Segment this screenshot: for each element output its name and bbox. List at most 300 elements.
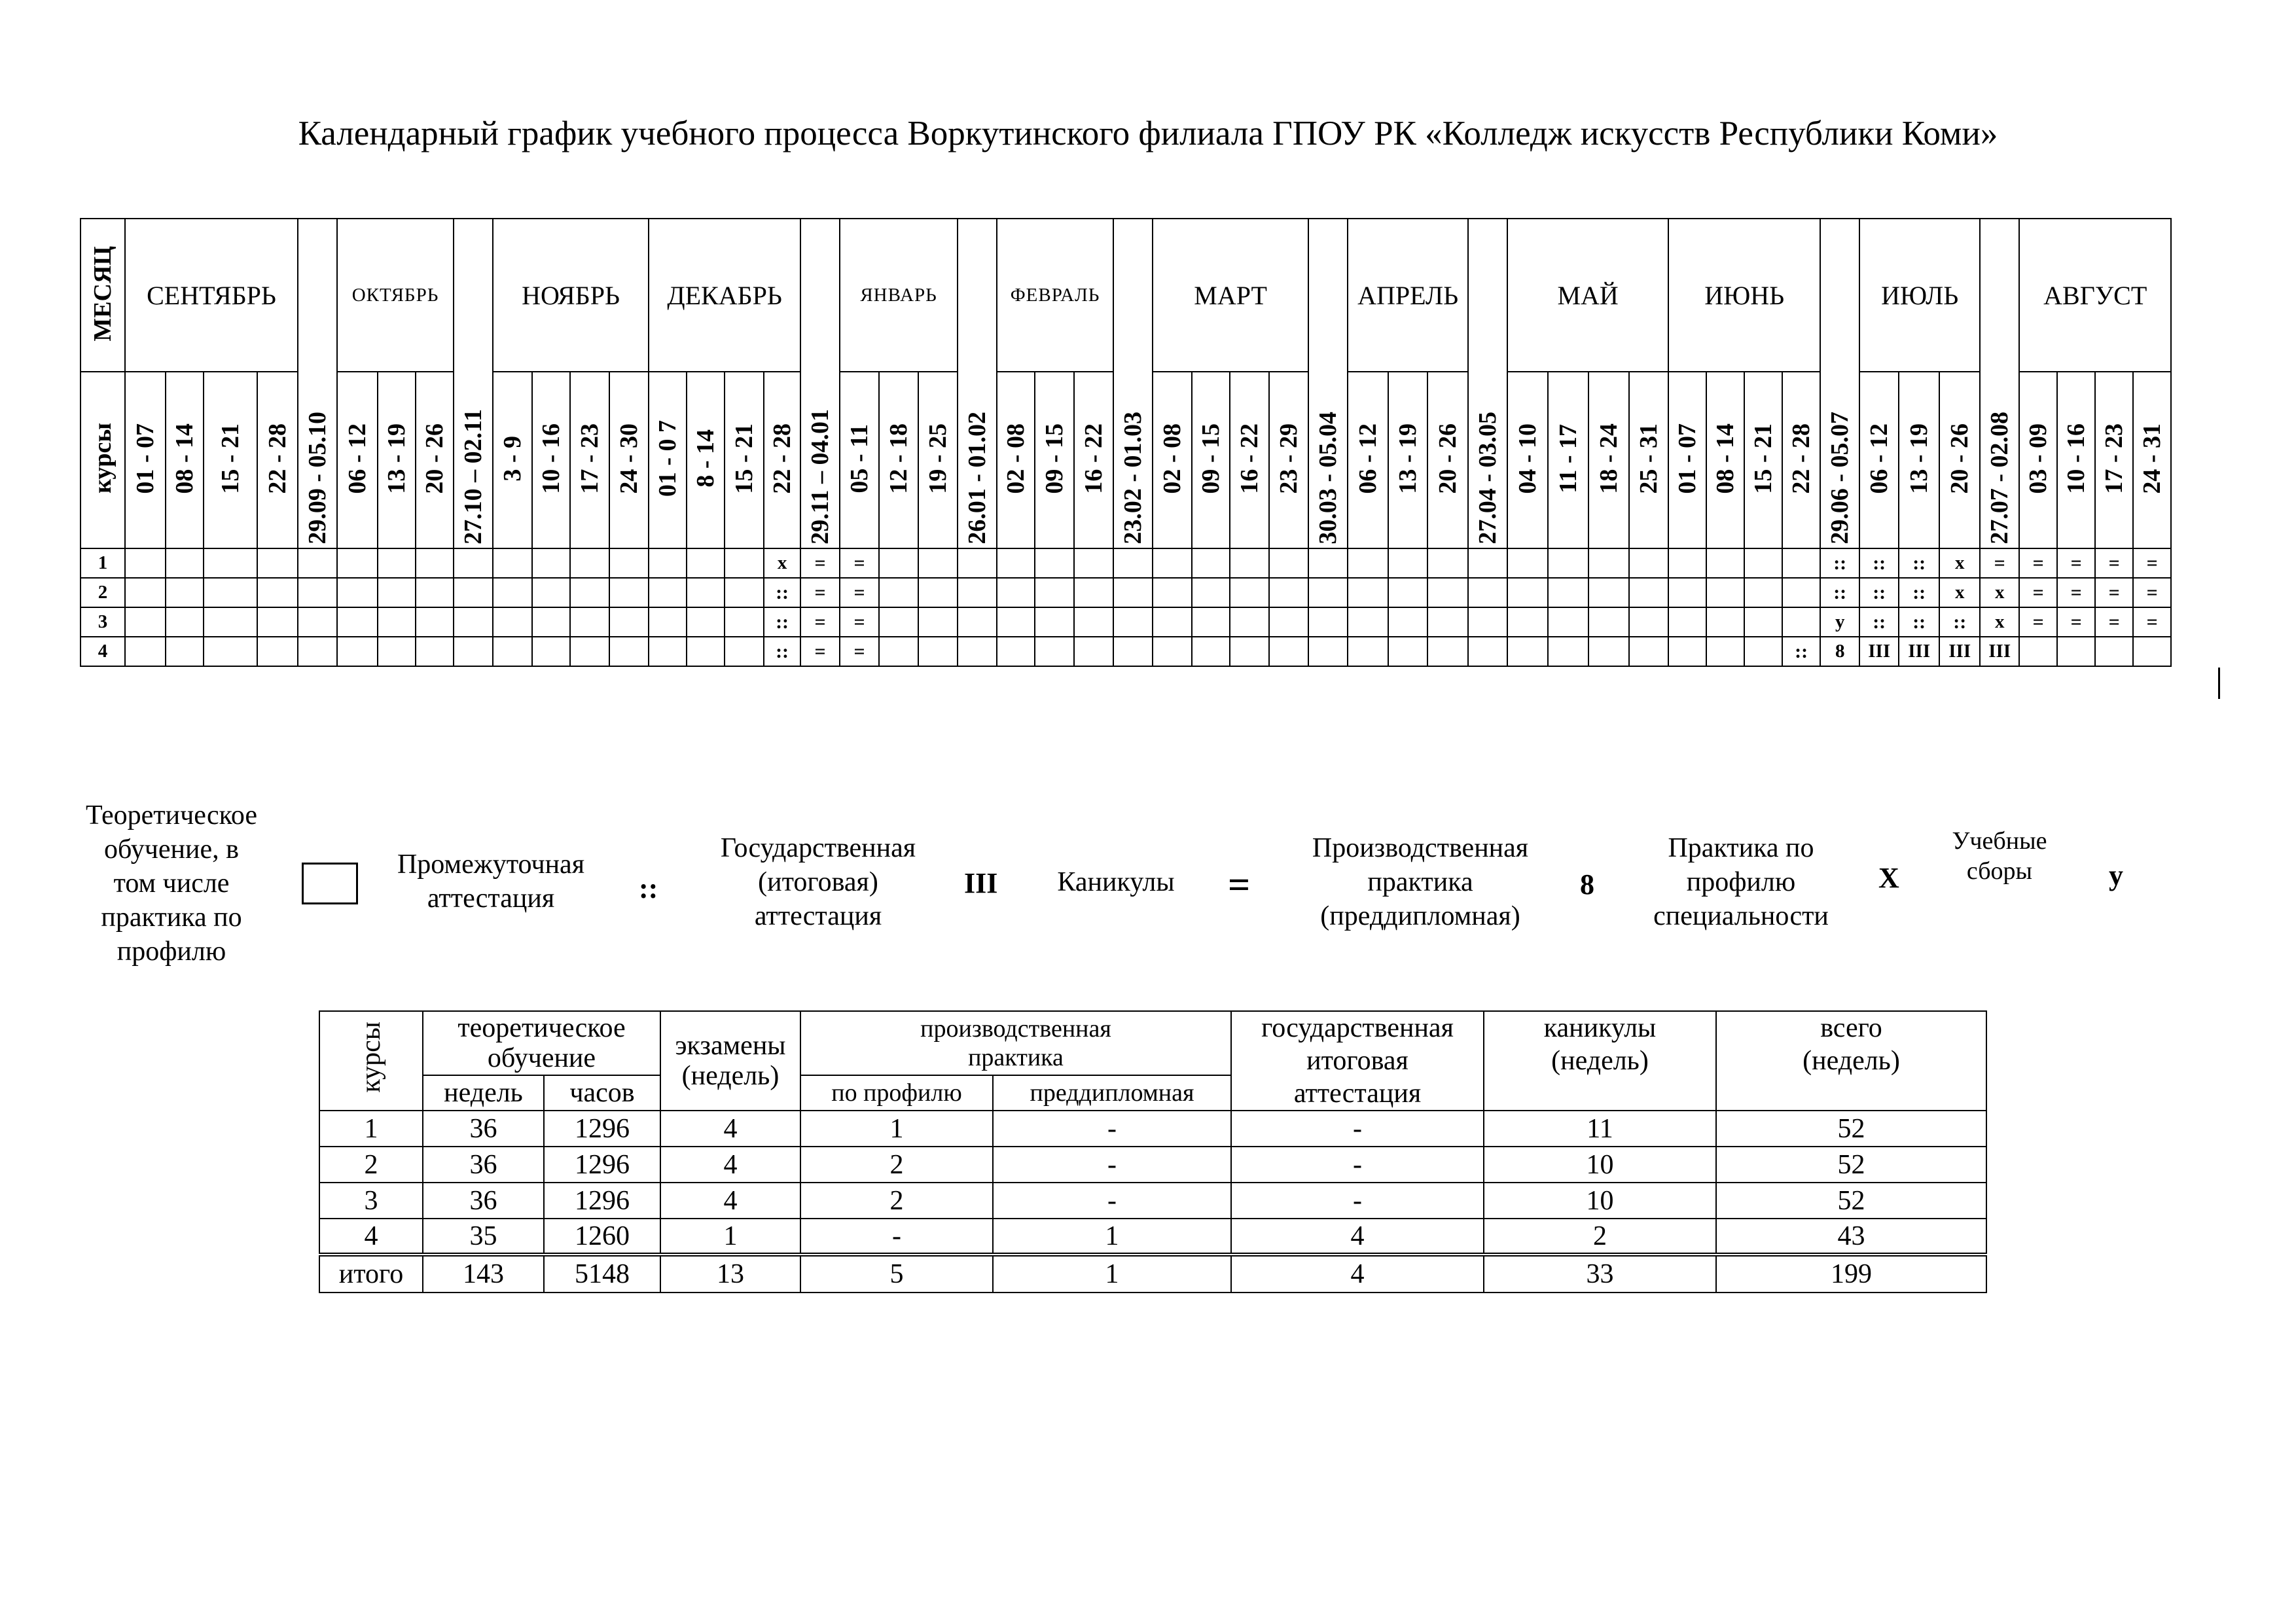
week-range: 17 - 23	[570, 372, 609, 548]
schedule-cell	[1308, 578, 1348, 607]
summary-cell: 2	[319, 1147, 423, 1183]
schedule-cell	[1668, 607, 1706, 637]
week-range: 20 - 26	[416, 372, 454, 548]
schedule-cell	[1153, 578, 1192, 607]
schedule-cell	[1113, 607, 1153, 637]
schedule-cell	[1269, 637, 1308, 666]
week-range: 12 - 18	[879, 372, 918, 548]
schedule-cell: =	[800, 637, 840, 666]
schedule-cell	[1706, 607, 1744, 637]
summary-cell: 52	[1716, 1183, 1986, 1219]
summary-row	[319, 1219, 1986, 1255]
summary-cell: 1	[993, 1219, 1231, 1255]
course-row	[81, 607, 2171, 637]
month-name: АВГУСТ	[2019, 219, 2171, 372]
schedule-table	[80, 218, 2172, 667]
schedule-cell	[166, 548, 204, 578]
summary-cell: 2	[800, 1183, 993, 1219]
week-range: 05 - 11	[840, 372, 879, 548]
schedule-cell	[879, 607, 918, 637]
summary-cell: 36	[423, 1147, 544, 1183]
schedule-cell	[1308, 637, 1348, 666]
summary-cell: 52	[1716, 1111, 1986, 1147]
schedule-cell	[2133, 637, 2171, 666]
week-range: 15 - 21	[725, 372, 764, 548]
schedule-cell	[570, 607, 609, 637]
legend-label-interim: Промежуточная аттестация	[397, 849, 585, 914]
schedule-cell	[2095, 637, 2133, 666]
week-range: 17 - 23	[2095, 372, 2133, 548]
schedule-cell: ::	[1820, 548, 1859, 578]
schedule-cell: =	[800, 548, 840, 578]
schedule-cell	[257, 607, 298, 637]
schedule-cell	[1192, 637, 1230, 666]
schedule-cell	[1427, 578, 1468, 607]
schedule-cell	[1113, 578, 1153, 607]
schedule-cell	[532, 578, 570, 607]
summary-cell: 35	[423, 1219, 544, 1255]
schedule-cell	[1035, 607, 1074, 637]
week-range: 01 - 0 7	[649, 372, 687, 548]
schedule-cell	[493, 637, 532, 666]
schedule-cell	[1629, 578, 1668, 607]
schedule-cell: =	[2057, 578, 2095, 607]
schedule-cell	[609, 578, 649, 607]
schedule-cell	[725, 607, 764, 637]
schedule-cell	[204, 578, 257, 607]
summary-row	[319, 1111, 1986, 1147]
header-total: всего (недель)	[1716, 1011, 1986, 1111]
week-range: 09 - 15	[1192, 372, 1230, 548]
week-range: 15 - 21	[204, 372, 257, 548]
schedule-cell	[337, 548, 378, 578]
schedule-cell	[649, 548, 687, 578]
summary-cell: 52	[1716, 1147, 1986, 1183]
schedule-cell	[204, 607, 257, 637]
schedule-cell	[125, 637, 166, 666]
schedule-cell	[958, 548, 997, 578]
schedule-cell: =	[2095, 578, 2133, 607]
boundary-week: 26.01 - 01.02	[958, 219, 997, 548]
week-range: 06 - 12	[1348, 372, 1388, 548]
summary-row	[319, 1147, 1986, 1183]
summary-total-cell: 5148	[544, 1255, 660, 1293]
schedule-cell	[1629, 637, 1668, 666]
summary-cell: 1260	[544, 1219, 660, 1255]
summary-cell: 36	[423, 1183, 544, 1219]
schedule-cell: =	[840, 548, 879, 578]
summary-table	[319, 1010, 1987, 1293]
summary-cell: 10	[1484, 1147, 1716, 1183]
schedule-cell	[1548, 607, 1588, 637]
schedule-cell	[725, 548, 764, 578]
month-name: НОЯБРЬ	[493, 219, 649, 372]
schedule-cell	[1074, 578, 1113, 607]
summary-cell: 2	[800, 1147, 993, 1183]
week-range: 23 - 29	[1269, 372, 1308, 548]
schedule-cell	[257, 548, 298, 578]
summary-total-cell: 199	[1716, 1255, 1986, 1293]
schedule-cell	[649, 607, 687, 637]
schedule-cell: =	[2095, 548, 2133, 578]
schedule-cell	[1113, 548, 1153, 578]
month-name: АПРЕЛЬ	[1348, 219, 1468, 372]
schedule-cell	[958, 607, 997, 637]
summary-cell: -	[800, 1219, 993, 1255]
schedule-cell	[687, 637, 725, 666]
schedule-cell	[1269, 607, 1308, 637]
week-range: 20 - 26	[1939, 372, 1980, 548]
legend-label-prediploma: Производственная практика (преддипломная)	[1312, 833, 1529, 931]
boundary-week: 27.04 - 03.05	[1468, 219, 1507, 548]
week-range: 13 - 19	[1899, 372, 1939, 548]
week-range: 19 - 25	[918, 372, 958, 548]
month-label: МЕСЯЦ	[81, 219, 125, 372]
week-range: 24 - 30	[609, 372, 649, 548]
month-name: МАРТ	[1153, 219, 1308, 372]
schedule-cell: ::	[1859, 607, 1899, 637]
header-by-profile: по профилю	[800, 1075, 993, 1111]
summary-total-cell: итого	[319, 1255, 423, 1293]
schedule-cell: ::	[764, 607, 800, 637]
schedule-cell	[204, 548, 257, 578]
schedule-cell	[2019, 637, 2057, 666]
schedule-cell: =	[2133, 607, 2171, 637]
schedule-cell: ::	[1899, 607, 1939, 637]
course-number: 4	[81, 637, 125, 666]
summary-cell: 1296	[544, 1147, 660, 1183]
schedule-cell	[918, 548, 958, 578]
schedule-cell	[1782, 578, 1820, 607]
week-range: 20 - 26	[1427, 372, 1468, 548]
summary-cell: 3	[319, 1183, 423, 1219]
header-gia: государственная итоговая аттестация	[1231, 1011, 1484, 1111]
week-range: 15 - 21	[1744, 372, 1782, 548]
schedule-cell	[493, 578, 532, 607]
week-range: 16 - 22	[1074, 372, 1113, 548]
courses-label: курсы	[81, 372, 125, 548]
schedule-cell	[532, 548, 570, 578]
week-range: 13 - 19	[378, 372, 416, 548]
header-prediploma: преддипломная	[993, 1075, 1231, 1111]
schedule-cell	[1548, 548, 1588, 578]
schedule-cell	[1153, 548, 1192, 578]
course-row	[81, 548, 2171, 578]
schedule-cell	[570, 548, 609, 578]
schedule-cell: ::	[764, 578, 800, 607]
week-range: 25 - 31	[1629, 372, 1668, 548]
schedule-cell: ::	[1782, 637, 1820, 666]
schedule-cell: x	[1939, 578, 1980, 607]
week-range: 22 - 28	[257, 372, 298, 548]
schedule-cell	[997, 548, 1035, 578]
schedule-cell	[1588, 548, 1629, 578]
legend-label-holidays: Каникулы	[1057, 867, 1175, 897]
header-hours: часов	[544, 1075, 660, 1111]
schedule-cell	[879, 578, 918, 607]
schedule-cell	[1074, 607, 1113, 637]
schedule-cell	[1348, 548, 1388, 578]
schedule-cell	[454, 607, 493, 637]
schedule-cell	[298, 637, 337, 666]
summary-cell: 2	[1484, 1219, 1716, 1255]
boundary-week: 29.09 - 05.10	[298, 219, 337, 548]
schedule-cell	[1548, 578, 1588, 607]
schedule-cell	[1427, 548, 1468, 578]
summary-total-cell: 1	[993, 1255, 1231, 1293]
schedule-cell: =	[2019, 578, 2057, 607]
schedule-cell	[125, 607, 166, 637]
summary-row	[319, 1183, 1986, 1219]
schedule-cell	[378, 637, 416, 666]
summary-cell: -	[993, 1183, 1231, 1219]
schedule-cell: ::	[1820, 578, 1859, 607]
schedule-cell: III	[1899, 637, 1939, 666]
schedule-cell: ::	[1899, 578, 1939, 607]
summary-cell: -	[1231, 1183, 1484, 1219]
schedule-cell	[454, 637, 493, 666]
table-edge-line	[2218, 668, 2220, 699]
summary-cell: -	[1231, 1147, 1484, 1183]
schedule-cell: x	[1980, 578, 2019, 607]
boundary-week: 27.07 - 02.08	[1980, 219, 2019, 548]
schedule-cell: ::	[1939, 607, 1980, 637]
schedule-cell	[2057, 637, 2095, 666]
schedule-cell	[493, 607, 532, 637]
schedule-cell	[1035, 548, 1074, 578]
schedule-cell	[1548, 637, 1588, 666]
boundary-week: 29.06 - 05.07	[1820, 219, 1859, 548]
week-range: 10 - 16	[532, 372, 570, 548]
schedule-cell	[416, 637, 454, 666]
week-range: 01 - 07	[1668, 372, 1706, 548]
schedule-cell	[1348, 607, 1388, 637]
schedule-cell	[918, 607, 958, 637]
schedule-cell	[454, 548, 493, 578]
summary-cell: 4	[660, 1111, 800, 1147]
summary-cell: 10	[1484, 1183, 1716, 1219]
month-name: ФЕВРАЛЬ	[997, 219, 1113, 372]
summary-cell: 1296	[544, 1111, 660, 1147]
schedule-cell: =	[2057, 548, 2095, 578]
legend-label-training-camp: Учебные сборы	[1952, 827, 2047, 885]
legend-symbol-interim: ::	[639, 872, 658, 904]
boundary-week: 27.10 – 02.11	[454, 219, 493, 548]
schedule-cell	[1744, 607, 1782, 637]
month-name: ИЮЛЬ	[1859, 219, 1980, 372]
schedule-cell	[997, 607, 1035, 637]
schedule-cell	[1035, 637, 1074, 666]
schedule-cell	[532, 607, 570, 637]
schedule-cell: =	[2019, 607, 2057, 637]
schedule-cell	[1468, 607, 1507, 637]
schedule-cell	[257, 637, 298, 666]
schedule-cell: =	[800, 607, 840, 637]
week-range: 08 - 14	[166, 372, 204, 548]
schedule-cell	[958, 578, 997, 607]
schedule-cell	[166, 637, 204, 666]
schedule-cell	[378, 607, 416, 637]
schedule-cell	[1588, 637, 1629, 666]
summary-total-row	[319, 1255, 1986, 1293]
summary-cell: 36	[423, 1111, 544, 1147]
header-courses: курсы	[319, 1011, 423, 1111]
week-range: 04 - 10	[1507, 372, 1548, 548]
schedule-cell	[1629, 607, 1668, 637]
schedule-cell	[1507, 548, 1548, 578]
month-name: СЕНТЯБРЬ	[125, 219, 298, 372]
schedule-cell: 8	[1820, 637, 1859, 666]
schedule-cell	[1113, 637, 1153, 666]
course-number: 1	[81, 548, 125, 578]
summary-cell: 1296	[544, 1183, 660, 1219]
schedule-cell	[1269, 578, 1308, 607]
schedule-cell	[337, 637, 378, 666]
week-range: 10 - 16	[2057, 372, 2095, 548]
month-name: ЯНВАРЬ	[840, 219, 958, 372]
schedule-cell	[918, 578, 958, 607]
schedule-cell	[687, 607, 725, 637]
schedule-cell: =	[840, 578, 879, 607]
schedule-cell	[1035, 578, 1074, 607]
header-weeks: недель	[423, 1075, 544, 1111]
schedule-cell	[725, 637, 764, 666]
boundary-week: 29.11 – 04.01	[800, 219, 840, 548]
schedule-cell	[1782, 548, 1820, 578]
schedule-cell	[1427, 637, 1468, 666]
schedule-cell: x	[1939, 548, 1980, 578]
schedule-cell	[337, 607, 378, 637]
schedule-cell	[570, 637, 609, 666]
summary-total-cell: 143	[423, 1255, 544, 1293]
course-number: 2	[81, 578, 125, 607]
legend-label-profile-practice: Практика по профилю специальности	[1653, 833, 1829, 931]
schedule-cell	[1468, 578, 1507, 607]
schedule-cell	[298, 578, 337, 607]
schedule-cell	[1588, 578, 1629, 607]
schedule-cell	[1427, 607, 1468, 637]
schedule-cell: ::	[1859, 548, 1899, 578]
schedule-cell	[1706, 548, 1744, 578]
schedule-cell	[298, 548, 337, 578]
schedule-cell	[1507, 607, 1548, 637]
header-exams: экзамены (недель)	[660, 1011, 800, 1111]
week-range: 06 - 12	[337, 372, 378, 548]
legend-symbol-gia: III	[964, 867, 998, 899]
week-range: 18 - 24	[1588, 372, 1629, 548]
boundary-week: 30.03 - 05.04	[1308, 219, 1348, 548]
schedule-cell	[416, 548, 454, 578]
month-name: ОКТЯБРЬ	[337, 219, 454, 372]
schedule-cell	[1348, 578, 1388, 607]
schedule-cell	[725, 578, 764, 607]
legend-symbol-profile-practice: X	[1878, 862, 1899, 894]
schedule-cell	[1668, 548, 1706, 578]
schedule-cell: =	[840, 607, 879, 637]
schedule-cell: =	[2057, 607, 2095, 637]
schedule-cell	[1153, 607, 1192, 637]
schedule-cell	[1230, 578, 1269, 607]
boundary-week: 23.02 - 01.03	[1113, 219, 1153, 548]
week-range: 01 - 07	[125, 372, 166, 548]
schedule-cell	[378, 548, 416, 578]
schedule-cell	[125, 578, 166, 607]
week-range: 03 - 09	[2019, 372, 2057, 548]
schedule-cell	[454, 578, 493, 607]
schedule-cell	[1388, 637, 1427, 666]
schedule-cell	[1507, 637, 1548, 666]
schedule-cell	[166, 607, 204, 637]
schedule-cell	[1269, 548, 1308, 578]
schedule-cell: =	[1980, 548, 2019, 578]
schedule-cell	[166, 578, 204, 607]
schedule-cell	[649, 637, 687, 666]
schedule-cell	[879, 548, 918, 578]
schedule-cell	[257, 578, 298, 607]
header-theory: теоретическое обучение	[423, 1011, 660, 1075]
course-number: 3	[81, 607, 125, 637]
summary-cell: 4	[660, 1183, 800, 1219]
schedule-cell: =	[840, 637, 879, 666]
week-range: 16 - 22	[1230, 372, 1269, 548]
schedule-cell	[997, 637, 1035, 666]
schedule-cell	[1388, 607, 1427, 637]
month-header-row	[81, 219, 2171, 372]
week-range: 22 - 28	[764, 372, 800, 548]
schedule-cell	[958, 637, 997, 666]
schedule-cell	[1706, 637, 1744, 666]
schedule-cell: III	[1859, 637, 1899, 666]
schedule-cell	[687, 578, 725, 607]
summary-cell: 1	[660, 1219, 800, 1255]
schedule-cell: ::	[1899, 548, 1939, 578]
schedule-cell: III	[1980, 637, 2019, 666]
summary-total-cell: 13	[660, 1255, 800, 1293]
week-range: 08 - 14	[1706, 372, 1744, 548]
schedule-cell	[1468, 637, 1507, 666]
summary-cell: -	[993, 1111, 1231, 1147]
summary-cell: 4	[319, 1219, 423, 1255]
schedule-cell	[1230, 548, 1269, 578]
summary-cell: -	[1231, 1111, 1484, 1147]
schedule-cell	[1308, 607, 1348, 637]
schedule-cell	[1468, 548, 1507, 578]
schedule-cell	[493, 548, 532, 578]
week-range: 02 - 08	[997, 372, 1035, 548]
schedule-cell	[1308, 548, 1348, 578]
week-range: 3 - 9	[493, 372, 532, 548]
schedule-cell	[1706, 578, 1744, 607]
schedule-cell	[1629, 548, 1668, 578]
summary-cell: 1	[800, 1111, 993, 1147]
schedule-cell	[997, 578, 1035, 607]
schedule-cell	[609, 607, 649, 637]
schedule-cell	[1074, 637, 1113, 666]
course-row	[81, 578, 2171, 607]
summary-cell: 1	[319, 1111, 423, 1147]
page-title: Календарный график учебного процесса Воркутинского филиала ГПОУ РК «Колледж искусств Республики Коми»	[298, 115, 1998, 152]
schedule-cell	[1744, 548, 1782, 578]
summary-total-cell: 33	[1484, 1255, 1716, 1293]
week-range: 8 - 14	[687, 372, 725, 548]
schedule-cell	[416, 607, 454, 637]
header-holidays: каникулы (недель)	[1484, 1011, 1716, 1111]
schedule-cell	[649, 578, 687, 607]
schedule-cell	[1744, 578, 1782, 607]
legend-symbol-training-camp: у	[2109, 859, 2123, 891]
month-name: МАЙ	[1507, 219, 1668, 372]
schedule-cell	[1192, 607, 1230, 637]
